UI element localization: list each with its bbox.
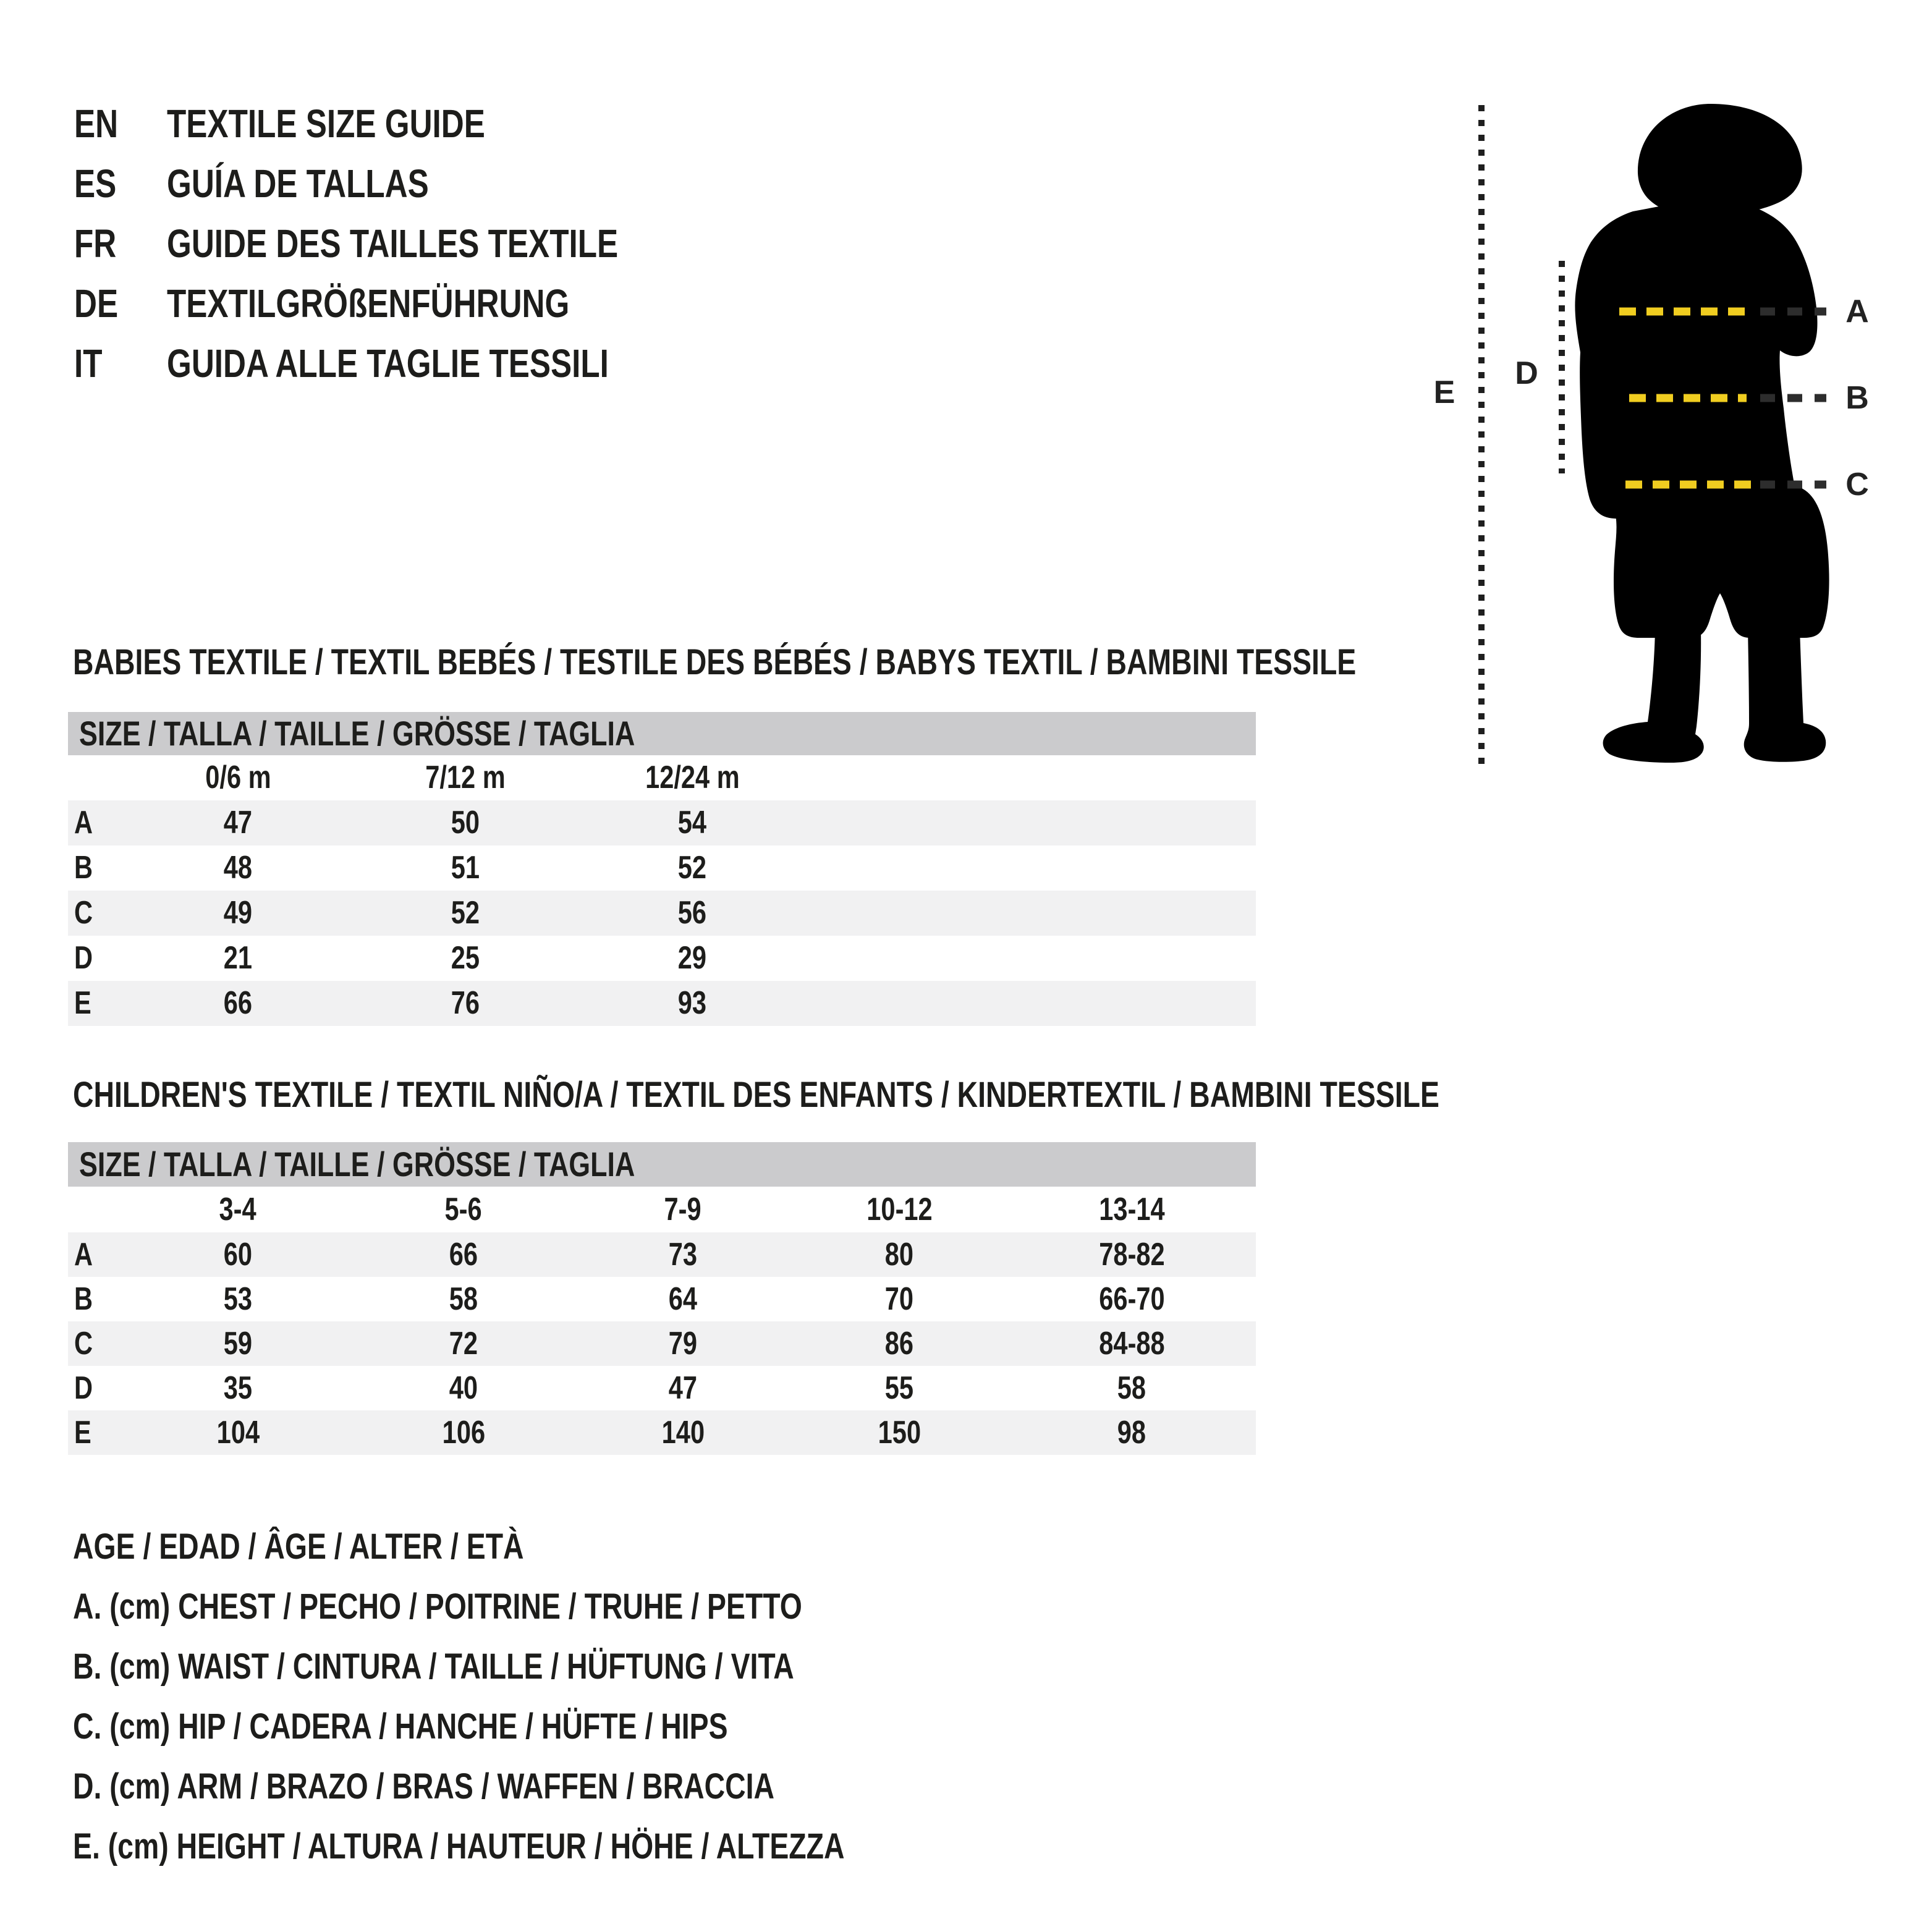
row-label: A bbox=[74, 805, 93, 841]
table-cell: 80 bbox=[884, 1237, 914, 1273]
measurement-legend bbox=[73, 1525, 1038, 1885]
column-header bbox=[352, 1187, 575, 1232]
table-cell: 25 bbox=[451, 940, 480, 976]
table-cell: 56 bbox=[677, 895, 707, 931]
figure-label-b: B bbox=[1845, 380, 1869, 416]
babies-column-header-row bbox=[68, 755, 1256, 800]
table-cell: 53 bbox=[223, 1281, 253, 1317]
figure-label-d: D bbox=[1515, 355, 1538, 391]
babies-section-title bbox=[73, 641, 1677, 684]
row-label: E bbox=[74, 985, 91, 1021]
silhouette-right-leg bbox=[1744, 629, 1826, 762]
table-cell: 106 bbox=[442, 1415, 485, 1451]
babies-table-body bbox=[68, 800, 1256, 1026]
language-code: EN bbox=[74, 101, 119, 146]
babies-table-header-bar bbox=[68, 712, 1256, 755]
table-cell: 40 bbox=[449, 1370, 478, 1406]
corner-cell bbox=[68, 1187, 124, 1232]
column-header bbox=[1007, 1187, 1256, 1232]
table-cell: 48 bbox=[223, 850, 253, 886]
row-label: D bbox=[74, 940, 93, 976]
column-header-text: 3-4 bbox=[219, 1192, 257, 1227]
child-measurement-figure bbox=[1421, 87, 1932, 797]
table-cell: 84-88 bbox=[1098, 1326, 1165, 1362]
legend-arm-row: D. (cm) ARM / BRAZO / BRAS / WAFFEN / BRACCIA bbox=[73, 1766, 775, 1807]
table-cell: 58 bbox=[1117, 1370, 1146, 1406]
table-cell: 66 bbox=[223, 985, 253, 1021]
language-code: DE bbox=[74, 281, 119, 326]
table-cell: 64 bbox=[668, 1281, 698, 1317]
table-cell: 86 bbox=[884, 1326, 914, 1362]
column-header bbox=[124, 1187, 352, 1232]
column-header bbox=[578, 755, 806, 800]
language-row-de bbox=[74, 282, 731, 342]
legend-age-row: AGE / EDAD / ÂGE / ALTER / ETÀ bbox=[73, 1527, 524, 1567]
column-header bbox=[575, 1187, 791, 1232]
filler-cell bbox=[806, 755, 1256, 800]
table-cell: 66 bbox=[449, 1237, 478, 1273]
language-title: GUIDE DES TAILLES TEXTILE bbox=[167, 221, 619, 266]
column-header bbox=[352, 755, 578, 800]
filler-cell bbox=[806, 981, 1256, 1026]
table-cell: 58 bbox=[449, 1281, 478, 1317]
table-cell: 76 bbox=[451, 985, 480, 1021]
table-cell: 79 bbox=[668, 1326, 698, 1362]
row-label: B bbox=[74, 1281, 93, 1317]
table-cell: 21 bbox=[223, 940, 253, 976]
filler-cell bbox=[806, 800, 1256, 845]
row-label: C bbox=[74, 1326, 93, 1362]
table-cell: 29 bbox=[677, 940, 707, 976]
table-cell: 47 bbox=[223, 805, 253, 841]
language-row-fr bbox=[74, 222, 731, 282]
filler-cell bbox=[806, 891, 1256, 936]
table-cell: 78-82 bbox=[1098, 1237, 1165, 1273]
column-header-text: 5-6 bbox=[444, 1192, 483, 1227]
column-header bbox=[124, 755, 352, 800]
column-header-text: 10-12 bbox=[866, 1192, 933, 1227]
babies-table-header-text: SIZE / TALLA / TAILLE / GRÖSSE / TAGLIA bbox=[79, 714, 635, 753]
filler-cell bbox=[806, 936, 1256, 981]
legend-chest-row: A. (cm) CHEST / PECHO / POITRINE / TRUHE / PETTO bbox=[73, 1587, 802, 1627]
figure-label-e: E bbox=[1433, 375, 1455, 410]
table-row bbox=[68, 936, 1256, 981]
table-cell: 70 bbox=[884, 1281, 914, 1317]
legend-hip-row: C. (cm) HIP / CADERA / HANCHE / HÜFTE / HIPS bbox=[73, 1706, 728, 1747]
silhouette-head bbox=[1638, 104, 1802, 214]
language-title: TEXTILGRÖßENFÜHRUNG bbox=[167, 281, 570, 326]
table-cell: 104 bbox=[216, 1415, 260, 1451]
corner-cell bbox=[68, 755, 124, 800]
table-cell: 73 bbox=[668, 1237, 698, 1273]
babies-section-title-text: BABIES TEXTILE / TEXTIL BEBÉS / TESTILE DES BÉBÉS / BABYS TEXTIL / BAMBINI TESSILE bbox=[73, 642, 1357, 682]
column-header-text: 0/6 m bbox=[205, 760, 271, 795]
row-label: D bbox=[74, 1370, 93, 1406]
table-cell: 35 bbox=[223, 1370, 253, 1406]
language-code: ES bbox=[74, 161, 117, 206]
table-cell: 72 bbox=[449, 1326, 478, 1362]
table-row bbox=[68, 1277, 1256, 1321]
children-section-title bbox=[73, 1074, 1781, 1117]
row-label: A bbox=[74, 1237, 93, 1273]
silhouette-torso bbox=[1575, 203, 1817, 519]
column-header bbox=[791, 1187, 1007, 1232]
table-cell: 60 bbox=[223, 1237, 253, 1273]
language-row-en bbox=[74, 102, 731, 162]
table-row bbox=[68, 1366, 1256, 1410]
table-cell: 50 bbox=[451, 805, 480, 841]
row-label: E bbox=[74, 1415, 91, 1451]
table-cell: 55 bbox=[884, 1370, 914, 1406]
children-table-header-text: SIZE / TALLA / TAILLE / GRÖSSE / TAGLIA bbox=[79, 1145, 635, 1184]
column-header-text: 12/24 m bbox=[645, 760, 740, 795]
row-label: B bbox=[74, 850, 93, 886]
silhouette-shorts bbox=[1601, 488, 1829, 638]
language-code: FR bbox=[74, 221, 117, 266]
table-row bbox=[68, 981, 1256, 1026]
table-cell: 59 bbox=[223, 1326, 253, 1362]
children-column-header-row bbox=[68, 1187, 1256, 1232]
children-table-body bbox=[68, 1232, 1256, 1455]
legend-height-row: E. (cm) HEIGHT / ALTURA / HAUTEUR / HÖHE / ALTEZZA bbox=[73, 1826, 845, 1866]
language-row-it bbox=[74, 342, 731, 402]
language-title: GUIDA ALLE TAGLIE TESSILI bbox=[167, 341, 609, 386]
column-header-text: 7-9 bbox=[664, 1192, 702, 1227]
figure-label-a: A bbox=[1845, 294, 1869, 329]
table-cell: 52 bbox=[677, 850, 707, 886]
table-row bbox=[68, 1232, 1256, 1277]
table-row bbox=[68, 1410, 1256, 1455]
table-row bbox=[68, 800, 1256, 845]
table-row bbox=[68, 845, 1256, 891]
table-cell: 52 bbox=[451, 895, 480, 931]
table-cell: 150 bbox=[878, 1415, 921, 1451]
children-section-title-text: CHILDREN'S TEXTILE / TEXTIL NIÑO/A / TEXTIL DES ENFANTS / KINDERTEXTIL / BAMBINI TESSILE bbox=[73, 1075, 1439, 1115]
filler-cell bbox=[806, 845, 1256, 891]
column-header-text: 7/12 m bbox=[425, 760, 506, 795]
table-cell: 93 bbox=[677, 985, 707, 1021]
table-cell: 140 bbox=[661, 1415, 705, 1451]
table-cell: 47 bbox=[668, 1370, 698, 1406]
table-cell: 66-70 bbox=[1098, 1281, 1165, 1317]
legend-waist-row: B. (cm) WAIST / CINTURA / TAILLE / HÜFTUNG / VITA bbox=[73, 1646, 794, 1687]
table-row bbox=[68, 891, 1256, 936]
language-title: GUÍA DE TALLAS bbox=[167, 161, 429, 206]
column-header-text: 13-14 bbox=[1098, 1192, 1165, 1227]
children-table-header-bar bbox=[68, 1142, 1256, 1187]
table-cell: 98 bbox=[1117, 1415, 1146, 1451]
language-title-list bbox=[74, 102, 731, 402]
table-row bbox=[68, 1321, 1256, 1366]
row-label: C bbox=[74, 895, 93, 931]
figure-label-c: C bbox=[1845, 467, 1869, 502]
table-cell: 54 bbox=[677, 805, 707, 841]
table-cell: 51 bbox=[451, 850, 480, 886]
table-cell: 49 bbox=[223, 895, 253, 931]
language-code: IT bbox=[74, 341, 103, 386]
language-title: TEXTILE SIZE GUIDE bbox=[167, 101, 485, 146]
language-row-es bbox=[74, 162, 731, 222]
